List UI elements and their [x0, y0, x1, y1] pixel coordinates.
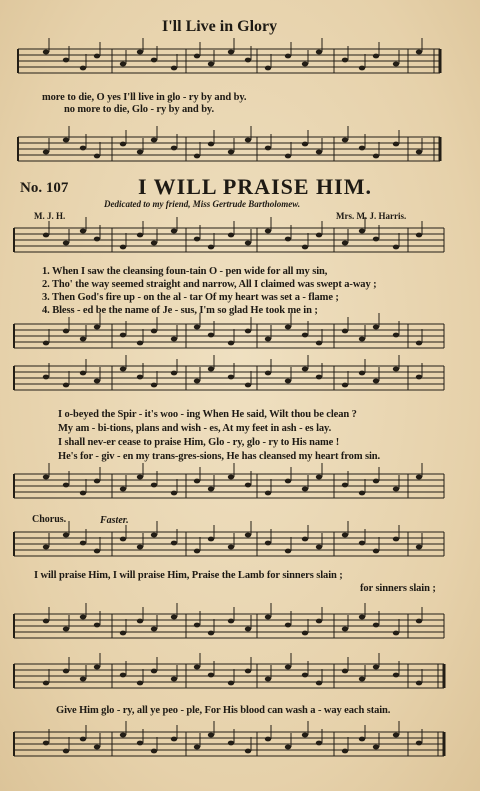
bass-staff	[0, 133, 480, 173]
note-head	[63, 241, 69, 246]
note-head	[302, 333, 308, 338]
note-head	[342, 138, 348, 143]
note-head	[265, 371, 271, 376]
note-head	[285, 479, 291, 484]
note-head	[316, 681, 322, 686]
treble-staff	[0, 658, 480, 698]
note-head	[359, 541, 365, 546]
note-head	[151, 669, 157, 674]
note-head	[194, 745, 200, 750]
note-head	[208, 631, 214, 636]
note-head	[80, 337, 86, 342]
note-head	[228, 475, 234, 480]
note-head	[80, 541, 86, 546]
note-head	[359, 737, 365, 742]
note-head	[265, 229, 271, 234]
note-head	[393, 62, 399, 67]
previous-hymn-lyric-1: more to die, O yes I'll live in glo - ry by and by.	[42, 92, 247, 103]
note-head	[194, 379, 200, 384]
note-head	[342, 627, 348, 632]
note-head	[80, 66, 86, 71]
note-head	[393, 673, 399, 678]
note-head	[359, 491, 365, 496]
note-head	[80, 371, 86, 376]
note-head	[194, 623, 200, 628]
note-head	[120, 631, 126, 636]
note-head	[43, 50, 49, 55]
note-head	[208, 487, 214, 492]
note-head	[285, 549, 291, 554]
note-head	[43, 545, 49, 550]
note-head	[373, 325, 379, 330]
note-head	[43, 375, 49, 380]
verse-line: My am - bi-tions, plans and wish - es, At my feet in ash - es lay.	[58, 423, 332, 434]
note-head	[137, 150, 143, 155]
note-head	[373, 379, 379, 384]
note-head	[80, 146, 86, 151]
note-head	[359, 677, 365, 682]
previous-hymn-lyric-2: no more to die, Glo - ry by and by.	[64, 104, 215, 115]
note-head	[245, 383, 251, 388]
note-head	[416, 150, 422, 155]
note-head	[416, 341, 422, 346]
note-head	[342, 533, 348, 538]
note-head	[245, 329, 251, 334]
bass-staff	[0, 468, 480, 508]
note-head	[137, 375, 143, 380]
note-head	[302, 62, 308, 67]
note-head	[94, 479, 100, 484]
note-head	[151, 383, 157, 388]
note-head	[316, 619, 322, 624]
note-head	[342, 383, 348, 388]
note-head	[137, 341, 143, 346]
note-head	[265, 677, 271, 682]
author-left: M. J. H.	[34, 211, 66, 221]
verse-line: 2. Tho' the way seemed straight and narrow, All I claimed was swept a-way ;	[42, 279, 377, 290]
note-head	[302, 673, 308, 678]
note-head	[151, 627, 157, 632]
note-head	[171, 146, 177, 151]
note-head	[151, 533, 157, 538]
note-head	[63, 533, 69, 538]
note-head	[245, 138, 251, 143]
note-head	[228, 150, 234, 155]
note-head	[151, 329, 157, 334]
hymn-title: I WILL PRAISE HIM.	[138, 174, 372, 199]
note-head	[342, 58, 348, 63]
note-head	[302, 367, 308, 372]
note-head	[151, 483, 157, 488]
note-head	[265, 491, 271, 496]
note-head	[94, 325, 100, 330]
note-head	[94, 665, 100, 670]
note-head	[416, 475, 422, 480]
note-head	[120, 673, 126, 678]
note-head	[171, 615, 177, 620]
note-head	[80, 737, 86, 742]
note-head	[373, 54, 379, 59]
note-head	[151, 138, 157, 143]
note-head	[342, 329, 348, 334]
note-head	[228, 50, 234, 55]
note-head	[120, 367, 126, 372]
note-head	[316, 545, 322, 550]
note-head	[171, 337, 177, 342]
note-head	[43, 341, 49, 346]
note-head	[373, 549, 379, 554]
note-head	[359, 229, 365, 234]
note-head	[171, 491, 177, 496]
note-head	[393, 142, 399, 147]
note-head	[302, 631, 308, 636]
note-head	[342, 749, 348, 754]
note-head	[393, 537, 399, 542]
note-head	[208, 142, 214, 147]
note-head	[316, 150, 322, 155]
note-head	[171, 541, 177, 546]
note-head	[63, 627, 69, 632]
note-head	[120, 733, 126, 738]
bass-staff	[0, 608, 480, 648]
note-head	[94, 379, 100, 384]
treble-staff	[0, 526, 480, 566]
note-head	[265, 146, 271, 151]
note-head	[151, 749, 157, 754]
hymn-dedication: Dedicated to my friend, Miss Gertrude Bartholomew.	[104, 199, 301, 209]
note-head	[393, 733, 399, 738]
treble-staff	[0, 45, 480, 85]
note-head	[228, 619, 234, 624]
note-head	[63, 383, 69, 388]
chorus-lyric-echo: for sinners slain ;	[360, 583, 436, 594]
verse-line: I shall nev-er cease to praise Him, Glo - ry, glo - ry to His name !	[58, 437, 340, 448]
note-head	[265, 541, 271, 546]
treble-staff	[0, 360, 480, 400]
note-head	[94, 237, 100, 242]
note-head	[359, 337, 365, 342]
note-head	[285, 379, 291, 384]
note-head	[373, 479, 379, 484]
note-head	[316, 341, 322, 346]
note-head	[373, 237, 379, 242]
note-head	[194, 325, 200, 330]
chorus-label: Chorus.	[32, 514, 67, 525]
note-head	[245, 483, 251, 488]
note-head	[194, 154, 200, 159]
note-head	[316, 50, 322, 55]
note-head	[208, 367, 214, 372]
note-head	[302, 537, 308, 542]
note-head	[393, 487, 399, 492]
note-head	[194, 479, 200, 484]
treble-staff	[0, 222, 480, 262]
note-head	[171, 737, 177, 742]
note-head	[393, 631, 399, 636]
note-head	[194, 665, 200, 670]
note-head	[228, 741, 234, 746]
bass-staff	[0, 318, 480, 358]
note-head	[120, 487, 126, 492]
note-head	[316, 741, 322, 746]
note-head	[208, 62, 214, 67]
bass-staff	[0, 726, 480, 766]
note-head	[393, 245, 399, 250]
note-head	[359, 615, 365, 620]
note-head	[194, 237, 200, 242]
note-head	[120, 62, 126, 67]
note-head	[94, 54, 100, 59]
note-head	[228, 233, 234, 238]
chorus-lyric: Give Him glo - ry, all ye peo - ple, For His blood can wash a - way each stain.	[56, 705, 391, 716]
note-head	[228, 341, 234, 346]
note-head	[171, 66, 177, 71]
note-head	[137, 233, 143, 238]
note-head	[302, 245, 308, 250]
note-head	[416, 50, 422, 55]
note-head	[94, 549, 100, 554]
note-head	[245, 58, 251, 63]
note-head	[63, 58, 69, 63]
note-head	[245, 627, 251, 632]
note-head	[194, 549, 200, 554]
note-head	[316, 233, 322, 238]
verse-line: He's for - giv - en my trans-gres-sions, He has cleansed my heart from sin.	[58, 451, 381, 462]
verse-line: 1. When I saw the cleansing foun-tain O - pen wide for all my sin,	[42, 266, 328, 277]
note-head	[63, 329, 69, 334]
note-head	[393, 367, 399, 372]
note-head	[359, 371, 365, 376]
note-head	[151, 58, 157, 63]
author-right: Mrs. M. J. Harris.	[336, 211, 407, 221]
note-head	[316, 475, 322, 480]
note-head	[137, 681, 143, 686]
note-head	[285, 54, 291, 59]
note-head	[80, 677, 86, 682]
note-head	[416, 233, 422, 238]
note-head	[151, 241, 157, 246]
note-head	[285, 623, 291, 628]
note-head	[265, 337, 271, 342]
note-head	[137, 741, 143, 746]
note-head	[194, 54, 200, 59]
note-head	[302, 733, 308, 738]
note-head	[120, 142, 126, 147]
note-head	[285, 745, 291, 750]
note-head	[94, 623, 100, 628]
note-head	[393, 333, 399, 338]
note-head	[228, 375, 234, 380]
note-head	[342, 483, 348, 488]
note-head	[359, 146, 365, 151]
note-head	[265, 66, 271, 71]
note-head	[94, 154, 100, 159]
note-head	[94, 745, 100, 750]
verse-line: 4. Bless - ed be the name of Je - sus, I'm so glad He took me in ;	[42, 305, 318, 316]
note-head	[302, 142, 308, 147]
note-head	[285, 665, 291, 670]
note-head	[245, 749, 251, 754]
note-head	[80, 615, 86, 620]
note-head	[43, 233, 49, 238]
note-head	[228, 545, 234, 550]
note-head	[137, 475, 143, 480]
note-head	[285, 154, 291, 159]
note-head	[63, 138, 69, 143]
note-head	[208, 673, 214, 678]
note-head	[373, 154, 379, 159]
note-head	[80, 229, 86, 234]
note-head	[208, 333, 214, 338]
note-head	[120, 333, 126, 338]
note-head	[80, 491, 86, 496]
note-head	[63, 749, 69, 754]
note-head	[265, 737, 271, 742]
note-head	[265, 615, 271, 620]
note-head	[63, 669, 69, 674]
note-head	[137, 619, 143, 624]
note-head	[120, 245, 126, 250]
note-head	[373, 665, 379, 670]
note-head	[373, 623, 379, 628]
note-head	[342, 241, 348, 246]
hymn-number: No. 107	[20, 180, 69, 196]
note-head	[43, 741, 49, 746]
note-head	[342, 669, 348, 674]
note-head	[171, 229, 177, 234]
note-head	[171, 371, 177, 376]
verse-line: I o-beyed the Spir - it's woo - ing When He said, Wilt thou be clean ?	[58, 409, 357, 420]
note-head	[43, 150, 49, 155]
note-head	[359, 66, 365, 71]
note-head	[43, 681, 49, 686]
note-head	[228, 681, 234, 686]
note-head	[373, 745, 379, 750]
note-head	[416, 545, 422, 550]
note-head	[316, 375, 322, 380]
note-head	[171, 677, 177, 682]
note-head	[416, 375, 422, 380]
note-head	[137, 545, 143, 550]
chorus-lyric: I will praise Him, I will praise Him, Praise the Lamb for sinners slain ;	[34, 570, 343, 581]
note-head	[416, 681, 422, 686]
note-head	[245, 669, 251, 674]
note-head	[208, 733, 214, 738]
note-head	[285, 237, 291, 242]
previous-hymn-title: I'll Live in Glory	[162, 18, 278, 35]
chorus-tempo: Faster.	[100, 515, 129, 526]
note-head	[245, 533, 251, 538]
note-head	[302, 487, 308, 492]
note-head	[416, 619, 422, 624]
note-head	[63, 483, 69, 488]
note-head	[245, 241, 251, 246]
note-head	[120, 537, 126, 542]
note-head	[208, 537, 214, 542]
note-head	[43, 619, 49, 624]
verse-line: 3. Then God's fire up - on the al - tar Of my heart was set a - flame ;	[42, 292, 339, 303]
note-head	[285, 325, 291, 330]
note-head	[416, 741, 422, 746]
note-head	[208, 245, 214, 250]
note-head	[43, 475, 49, 480]
note-head	[137, 50, 143, 55]
